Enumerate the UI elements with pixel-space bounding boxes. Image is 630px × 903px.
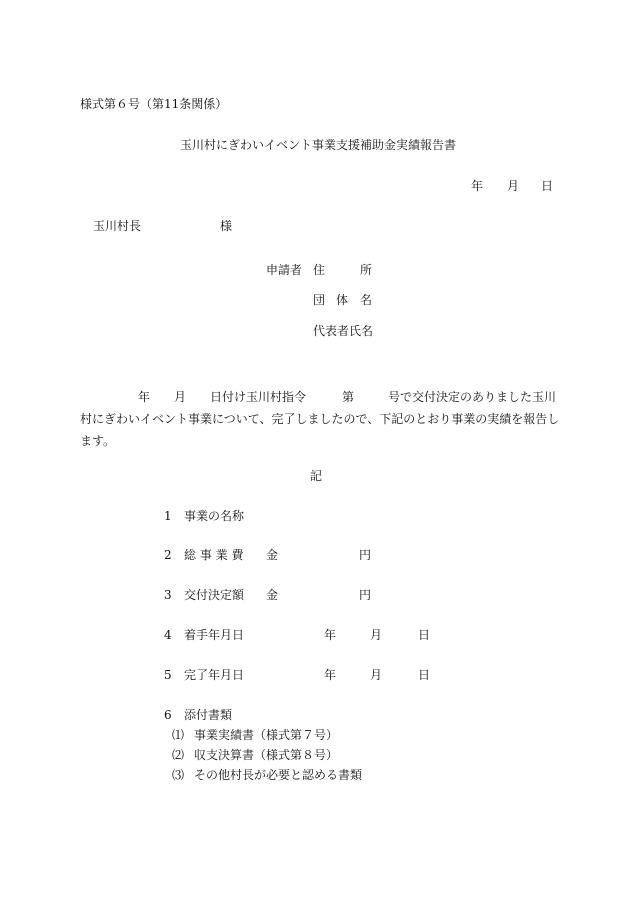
item-number: 1 [164, 509, 172, 523]
address-label-part2: 所 [360, 263, 373, 277]
attachment-item [172, 727, 339, 743]
addressee-name: 玉川村長 [93, 219, 142, 233]
date-year-label: 年 [324, 628, 337, 642]
date-day-label: 日 [418, 628, 431, 642]
item-project-name [164, 508, 245, 524]
applicant-label: 申請者 [266, 263, 303, 277]
date-month-label: 月 [370, 668, 383, 682]
attachment-text: 収支決算書（様式第８号） [194, 748, 339, 762]
attachment-text: 事業実績書（様式第７号） [194, 728, 339, 742]
currency-suffix: 円 [359, 548, 372, 562]
item-number: 3 [164, 588, 172, 602]
item-completion-date [164, 667, 431, 683]
document-title: 玉川村にぎわいイベント事業支援補助金実績報告書 [180, 138, 457, 152]
organization-label-part2: 体 [336, 293, 349, 307]
item-label: 事業の名称 [184, 509, 245, 523]
organization-label-part3: 名 [360, 293, 373, 307]
body-date-suffix: 日付け玉川村指令 [210, 390, 307, 404]
attachment-text: その他村長が必要と認める書類 [194, 768, 363, 782]
item-label: 総 事 業 費 [184, 548, 244, 562]
date-day-label: 日 [418, 668, 431, 682]
item-attachments [164, 707, 233, 723]
date-month-label: 月 [370, 628, 383, 642]
item-label: 交付決定額 [184, 588, 245, 602]
item-number: 4 [164, 628, 172, 642]
form-number: 様式第６号（第11条関係） [80, 97, 228, 111]
currency-prefix: 金 [266, 548, 279, 562]
item-number: 2 [164, 548, 172, 562]
attachment-item [172, 747, 339, 763]
currency-prefix: 金 [266, 588, 279, 602]
currency-suffix: 円 [359, 588, 372, 602]
item-total-cost [164, 547, 372, 563]
representative-label: 代表者氏名 [313, 324, 374, 338]
body-year-label: 年 [138, 390, 151, 404]
item-number: 6 [164, 708, 172, 722]
body-line-1 [80, 386, 557, 408]
body-line-2: 村にぎわいイベント事業について、完了しましたので、下記のとおり事業の実績を報告し [80, 412, 560, 426]
attachment-item [172, 767, 363, 783]
attachment-marker: ⑴ [172, 728, 185, 742]
body-month-label: 月 [174, 390, 187, 404]
item-label: 完了年月日 [184, 668, 245, 682]
address-label-part1: 住 [313, 263, 326, 277]
date-day-label: 日 [541, 179, 554, 193]
attachment-marker: ⑵ [172, 748, 185, 762]
date-year-label: 年 [471, 179, 484, 193]
body-line-3: ます。 [80, 434, 116, 448]
organization-label-part1: 団 [313, 293, 326, 307]
item-label: 添付書類 [184, 708, 233, 722]
report-body [80, 386, 560, 452]
item-start-date [164, 627, 431, 643]
date-month-label: 月 [507, 179, 520, 193]
ki-heading: 記 [310, 469, 323, 483]
item-number: 5 [164, 668, 172, 682]
body-line-1-rest: 号で交付決定のありました玉川 [388, 390, 557, 404]
body-dai-label: 第 [342, 390, 355, 404]
item-label: 着手年月日 [184, 628, 245, 642]
attachment-marker: ⑶ [172, 768, 185, 782]
item-grant-amount [164, 587, 372, 603]
addressee-honorific: 様 [220, 219, 233, 233]
date-year-label: 年 [324, 668, 337, 682]
